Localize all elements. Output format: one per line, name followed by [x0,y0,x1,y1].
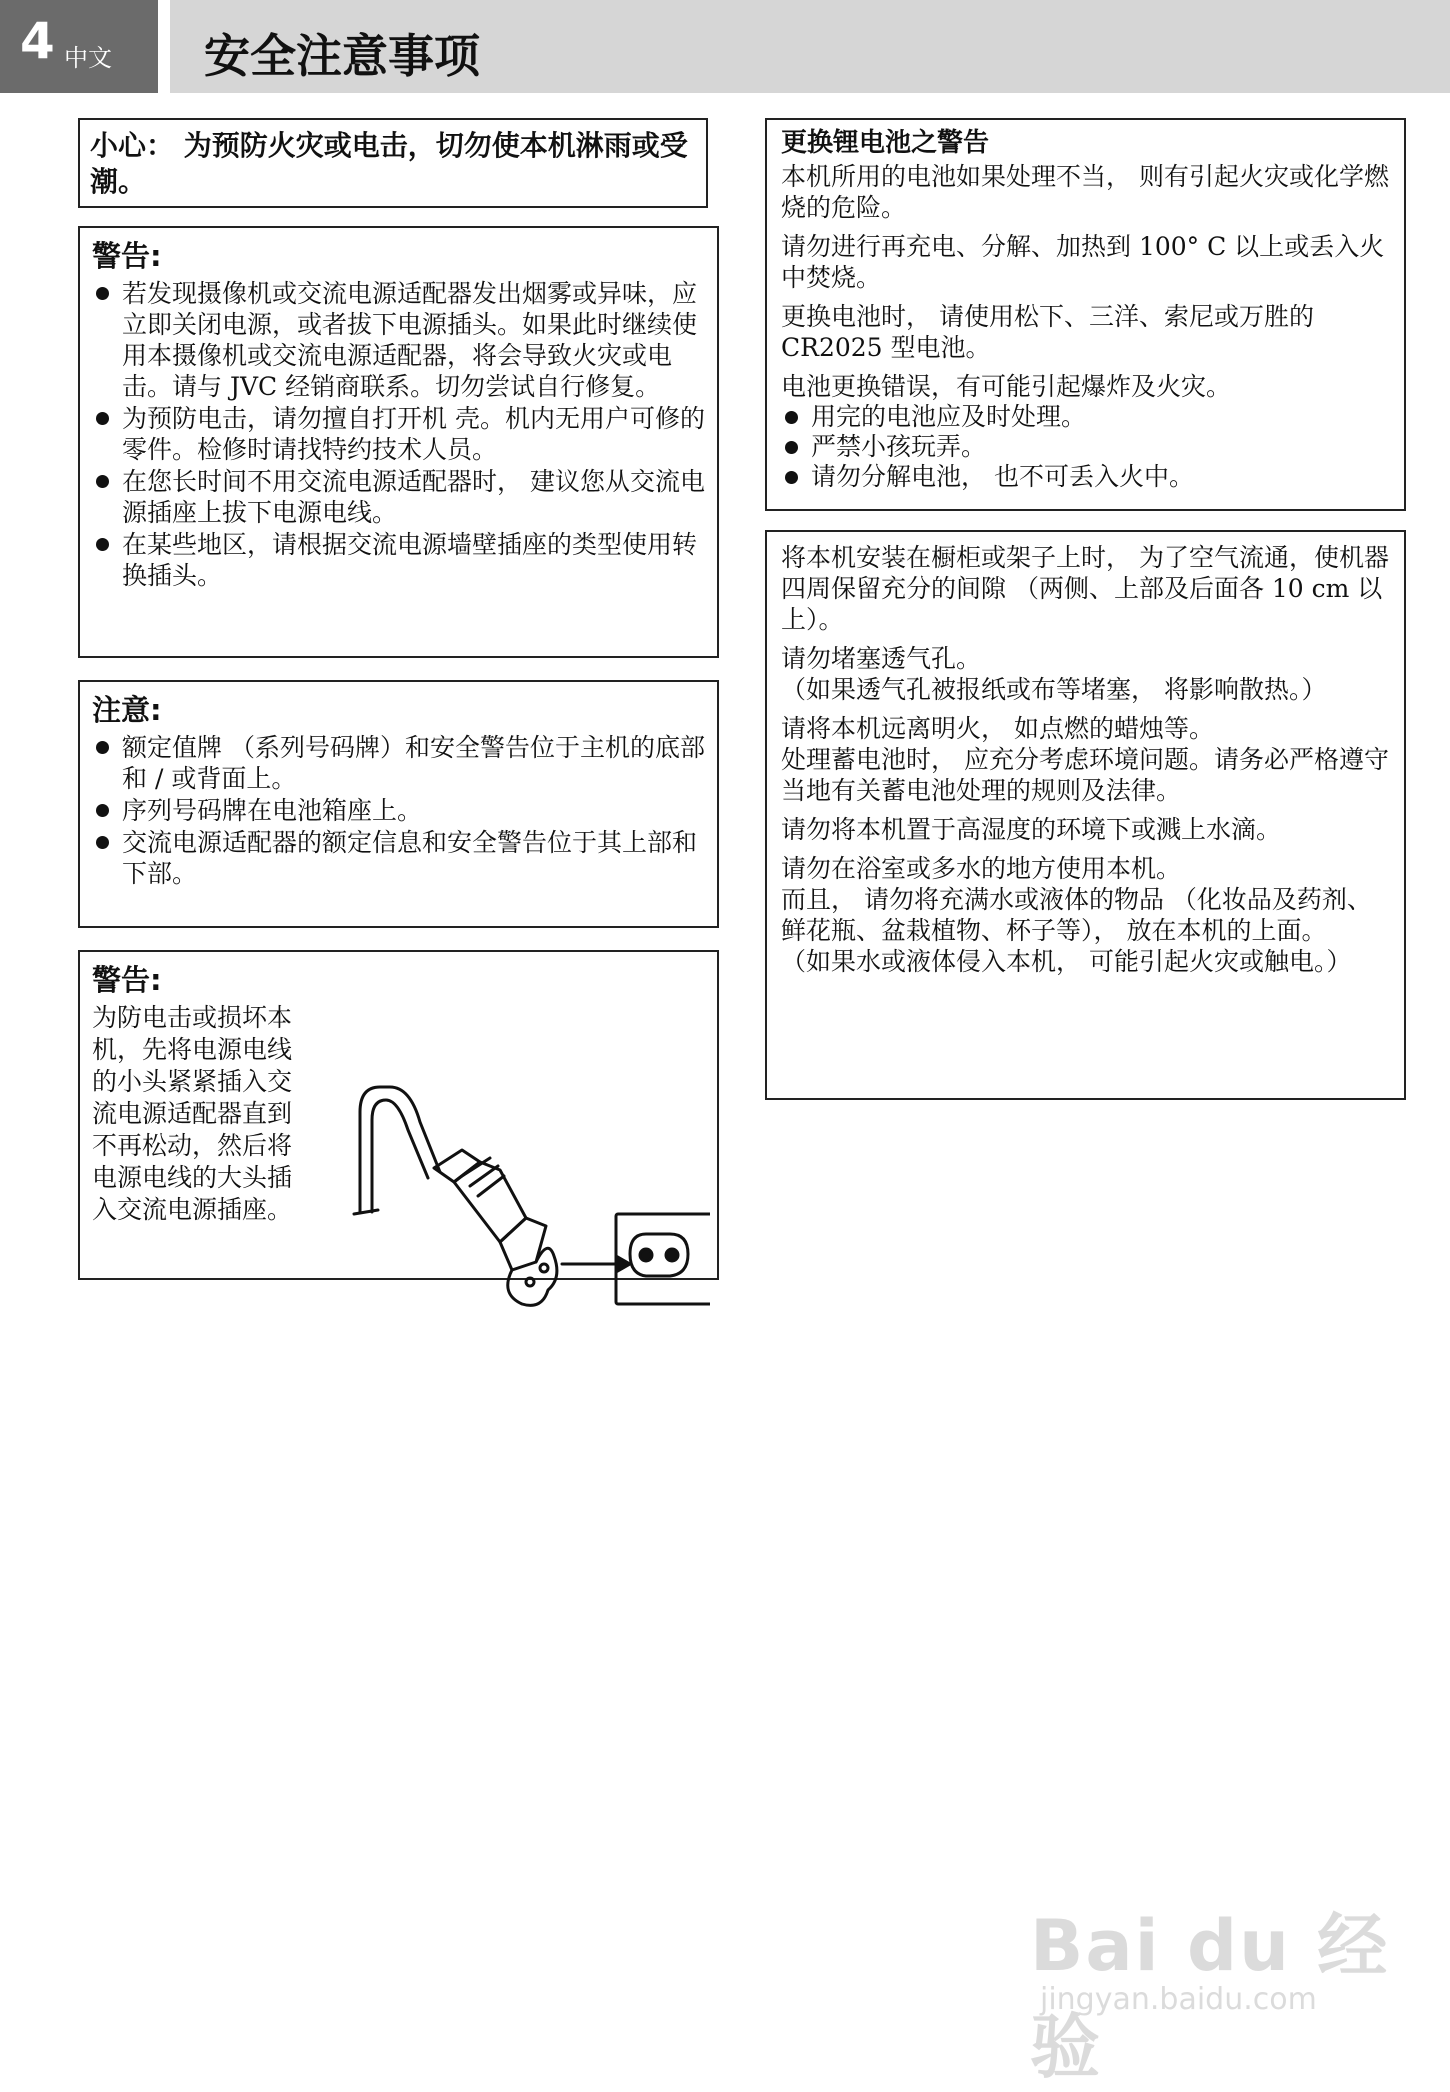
notice-list [92,732,705,889]
page-number: 4 [20,12,55,70]
battery-para-1: 本机所用的电池如果处理不当， 则有引起火灾或化学燃烧的危险。 [781,162,1389,222]
install-para-5a: 请勿在浴室或多水的地方使用本机。 [781,854,1182,883]
caution-box [78,118,708,208]
install-para-1: 将本机安装在橱柜或架子上时， 为了空气流通，使机器四周保留充分的间隙 （两侧、上部及后面各 10 cm 以上）。 [781,543,1389,634]
list-item: 在您长时间不用交流电源适配器时， 建议您从交流电源插座上拔下电源电线。 [92,466,705,528]
warning-box-1 [78,226,719,658]
installation-box [765,530,1406,1100]
install-para-5b: 而且， 请勿将充满水或液体的物品 （化妆品及药剂、鲜花瓶、盆栽植物、杯子等）， 放在本机的上面。 [781,885,1372,945]
warning-list-1 [92,278,705,591]
warning-text-2: 为防电击或损坏本机，先将电源电线的小头紧紧插入交流电源适配器直到不再松动，然后将电源电线的大头插入交流电源插座。 [92,1003,293,1224]
watermark-url: jingyan.baidu.com [1040,1982,1317,2017]
baidu-watermark [1020,1870,1420,2088]
caution-text: 小心： 为预防火灾或电击，切勿使本机淋雨或受潮。 [90,129,688,198]
bullet-icon [96,287,109,300]
battery-warning-box [765,118,1406,511]
power-plug-icon [350,1042,710,1312]
bullet-icon [96,412,109,425]
bullet-icon [785,471,798,484]
watermark-brand: Bai du 经验 [1030,1905,1390,2088]
list-item: 用完的电池应及时处理。 [781,402,1390,431]
battery-para-3: 更换电池时， 请使用松下、三洋、索尼或万胜的 CR2025 型电池。 [781,302,1314,362]
bullet-icon [96,741,109,754]
install-para-4: 请勿将本机置于高湿度的环境下或溅上水滴。 [781,815,1282,844]
install-para-3b: 处理蓄电池时， 应充分考虑环境问题。请务必严格遵守当地有关蓄电池处理的规则及法律。 [781,745,1389,805]
list-item: 交流电源适配器的额定信息和安全警告位于其上部和下部。 [92,827,705,889]
battery-para-2: 请勿进行再充电、分解、加热到 100° C 以上或丢入火中焚烧。 [781,232,1385,292]
page-number-block [0,0,158,93]
bullet-icon [96,475,109,488]
list-item: 序列号码牌在电池箱座上。 [92,795,705,826]
warning-heading-1: 警告: [92,239,162,273]
language-label: 中文 [64,44,112,72]
notice-heading: 注意: [92,693,162,727]
install-para-3a: 请将本机远离明火， 如点燃的蜡烛等。 [781,714,1214,743]
list-item: 为预防电击，请勿擅自打开机 壳。机内无用户可修的零件。检修时请找特约技术人员。 [92,403,705,465]
bullet-icon [785,441,798,454]
install-para-2b: （如果透气孔被报纸或布等堵塞， 将影响散热。） [781,675,1327,704]
list-item: 额定值牌 （系列号码牌）和安全警告位于主机的底部和 / 或背面上。 [92,732,705,794]
list-item: 在某些地区，请根据交流电源墙壁插座的类型使用转换插头。 [92,529,705,591]
plug-illustration [350,1042,710,1312]
install-para-5c: （如果水或液体侵入本机， 可能引起火灾或触电。） [781,947,1352,976]
notice-box [78,680,719,928]
bullet-icon [785,411,798,424]
bullet-icon [96,804,109,817]
warning-heading-2: 警告: [92,963,162,997]
list-item: 若发现摄像机或交流电源适配器发出烟雾或异味，应立即关闭电源，或者拔下电源插头。如果此时继续使用本摄像机或交流电源适配器，将会导致火灾或电击。请与 JVC 经销商联系。切勿尝试自行修复。 [92,278,705,402]
install-para-2a: 请勿堵塞透气孔。 [781,644,982,673]
bullet-icon [96,538,109,551]
page-title: 安全注意事项 [204,29,480,83]
battery-para-4: 电池更换错误，有可能引起爆炸及火灾。 [781,372,1232,401]
warning-box-2 [78,950,719,1280]
title-bar [170,0,1450,93]
list-item: 严禁小孩玩弄。 [781,432,1390,461]
list-item: 请勿分解电池， 也不可丢入火中。 [781,462,1390,491]
bullet-icon [96,836,109,849]
battery-heading: 更换锂电池之警告 [781,128,990,158]
battery-list [781,402,1390,491]
